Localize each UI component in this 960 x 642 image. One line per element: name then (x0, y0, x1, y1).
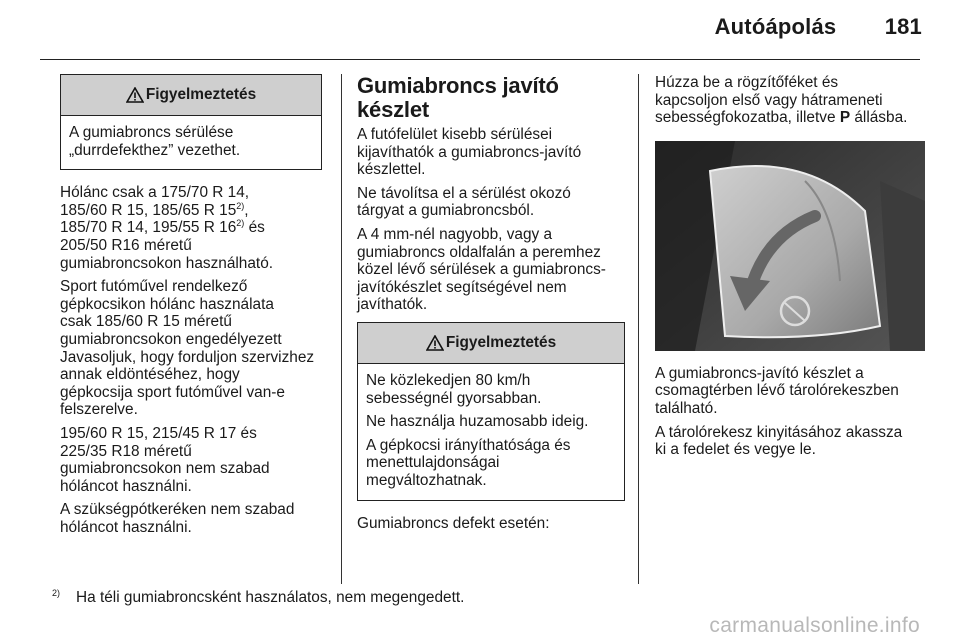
do-not-remove-object: Ne távolítsa el a sérülést okozó tárgyat a gumiabroncsból. (357, 184, 571, 220)
warning-text: A gumiabroncs sérülése „durrdefekthez” vezethet. (69, 124, 241, 159)
repair-kit-intro: A futófelület kisebb sérülései kijavíthatók a gumiabroncs-javító készlettel. (357, 126, 582, 179)
warning-body (61, 116, 321, 169)
warning-header (61, 75, 321, 116)
no-chain-sizes-paragraph: 195/60 R 15, 215/45 R 17 és 225/35 R18 méretű gumiabroncsokon nem szabad hóláncot használni. (60, 424, 270, 495)
watermark: carmanualsonline.info (709, 614, 920, 637)
sport-chassis-paragraph: Sport futóművel rendelkező gépkocsikon hólánc használata csak 185/60 R 15 méretű gumiabroncsokon engedélyezett Javasoljuk, hogy forduljon szervizhez annak eldöntéséhez, hogy gépkocsija sport futóművel van-e felszerelve. (60, 278, 315, 419)
flat-tyre-lead: Gumiabroncs defekt esetén: (357, 514, 550, 532)
footnote-mark: 2) (52, 588, 61, 598)
warning-triangle-icon (126, 87, 144, 103)
warning-box-2 (357, 322, 625, 501)
open-compartment-paragraph: A tárolórekesz kinyitásához akassza ki a fedelet és vegye le. (655, 423, 903, 459)
warning-triangle-icon (426, 335, 444, 351)
trunk-compartment-photo (655, 141, 925, 351)
paragraph-text: , 185/70 R 14, 195/55 R 16 (60, 201, 249, 237)
footnote-ref: 2) (236, 200, 245, 211)
warning-duration: Ne használja huzamosabb ideig. (366, 413, 589, 431)
footnote-text: Ha téli gumiabroncsként használatos, nem megengedett. (76, 589, 465, 607)
snow-chain-sizes-paragraph (60, 184, 322, 272)
page-header (715, 14, 922, 40)
paragraph-text: állásba. (850, 109, 908, 127)
footnote (52, 588, 464, 607)
section-heading: Gumiabroncs javító készlet (357, 73, 559, 122)
warning-box-1 (60, 74, 322, 170)
trunk-illustration (655, 141, 925, 351)
warning-handling: A gépkocsi irányíthatósága és menettulajdonságai megváltozhatnak. (366, 436, 571, 489)
kit-location-paragraph: A gumiabroncs-javító készlet a csomagtérben lévő tárolórekeszben található. (655, 364, 899, 417)
parking-brake-paragraph (655, 74, 925, 127)
spare-wheel-paragraph: A szükségpótkeréken nem szabad hóláncot használni. (60, 501, 295, 536)
footnote-ref: 2) (236, 218, 245, 229)
page-number: 181 (884, 14, 922, 39)
column-divider-1 (341, 74, 342, 584)
column-1 (60, 74, 322, 542)
paragraph-text: Hólánc csak a 175/70 R 14, 185/60 R 15, 185/65 R 15 (60, 184, 250, 219)
warning-heading: Figyelmeztetés (145, 86, 257, 103)
repair-limits: A 4 mm-nél nagyobb, vagy a gumiabroncs oldalfalán a peremhez közel lévő sérülések a gumiabroncs- javítókészlet segítségével nem javíthatók. (357, 225, 606, 314)
warning-heading: Figyelmeztetés (445, 333, 557, 351)
gear-p-label: P (839, 109, 851, 127)
section-title: Autóápolás (714, 14, 837, 39)
warning-speed: Ne közlekedjen 80 km/h sebességnél gyorsabban. (366, 371, 542, 407)
paragraph-text: és 205/50 R16 méretű gumiabroncsokon használható. (60, 219, 274, 272)
paragraph-text: Húzza be a rögzítőféket és kapcsoljon első vagy hátrameneti sebességfokozatba, illetve (655, 74, 883, 127)
header-rule (40, 59, 920, 60)
warning-body (358, 364, 624, 500)
column-2 (357, 74, 625, 538)
column-divider-2 (638, 74, 639, 584)
warning-header (358, 323, 624, 364)
column-3 (655, 74, 925, 465)
